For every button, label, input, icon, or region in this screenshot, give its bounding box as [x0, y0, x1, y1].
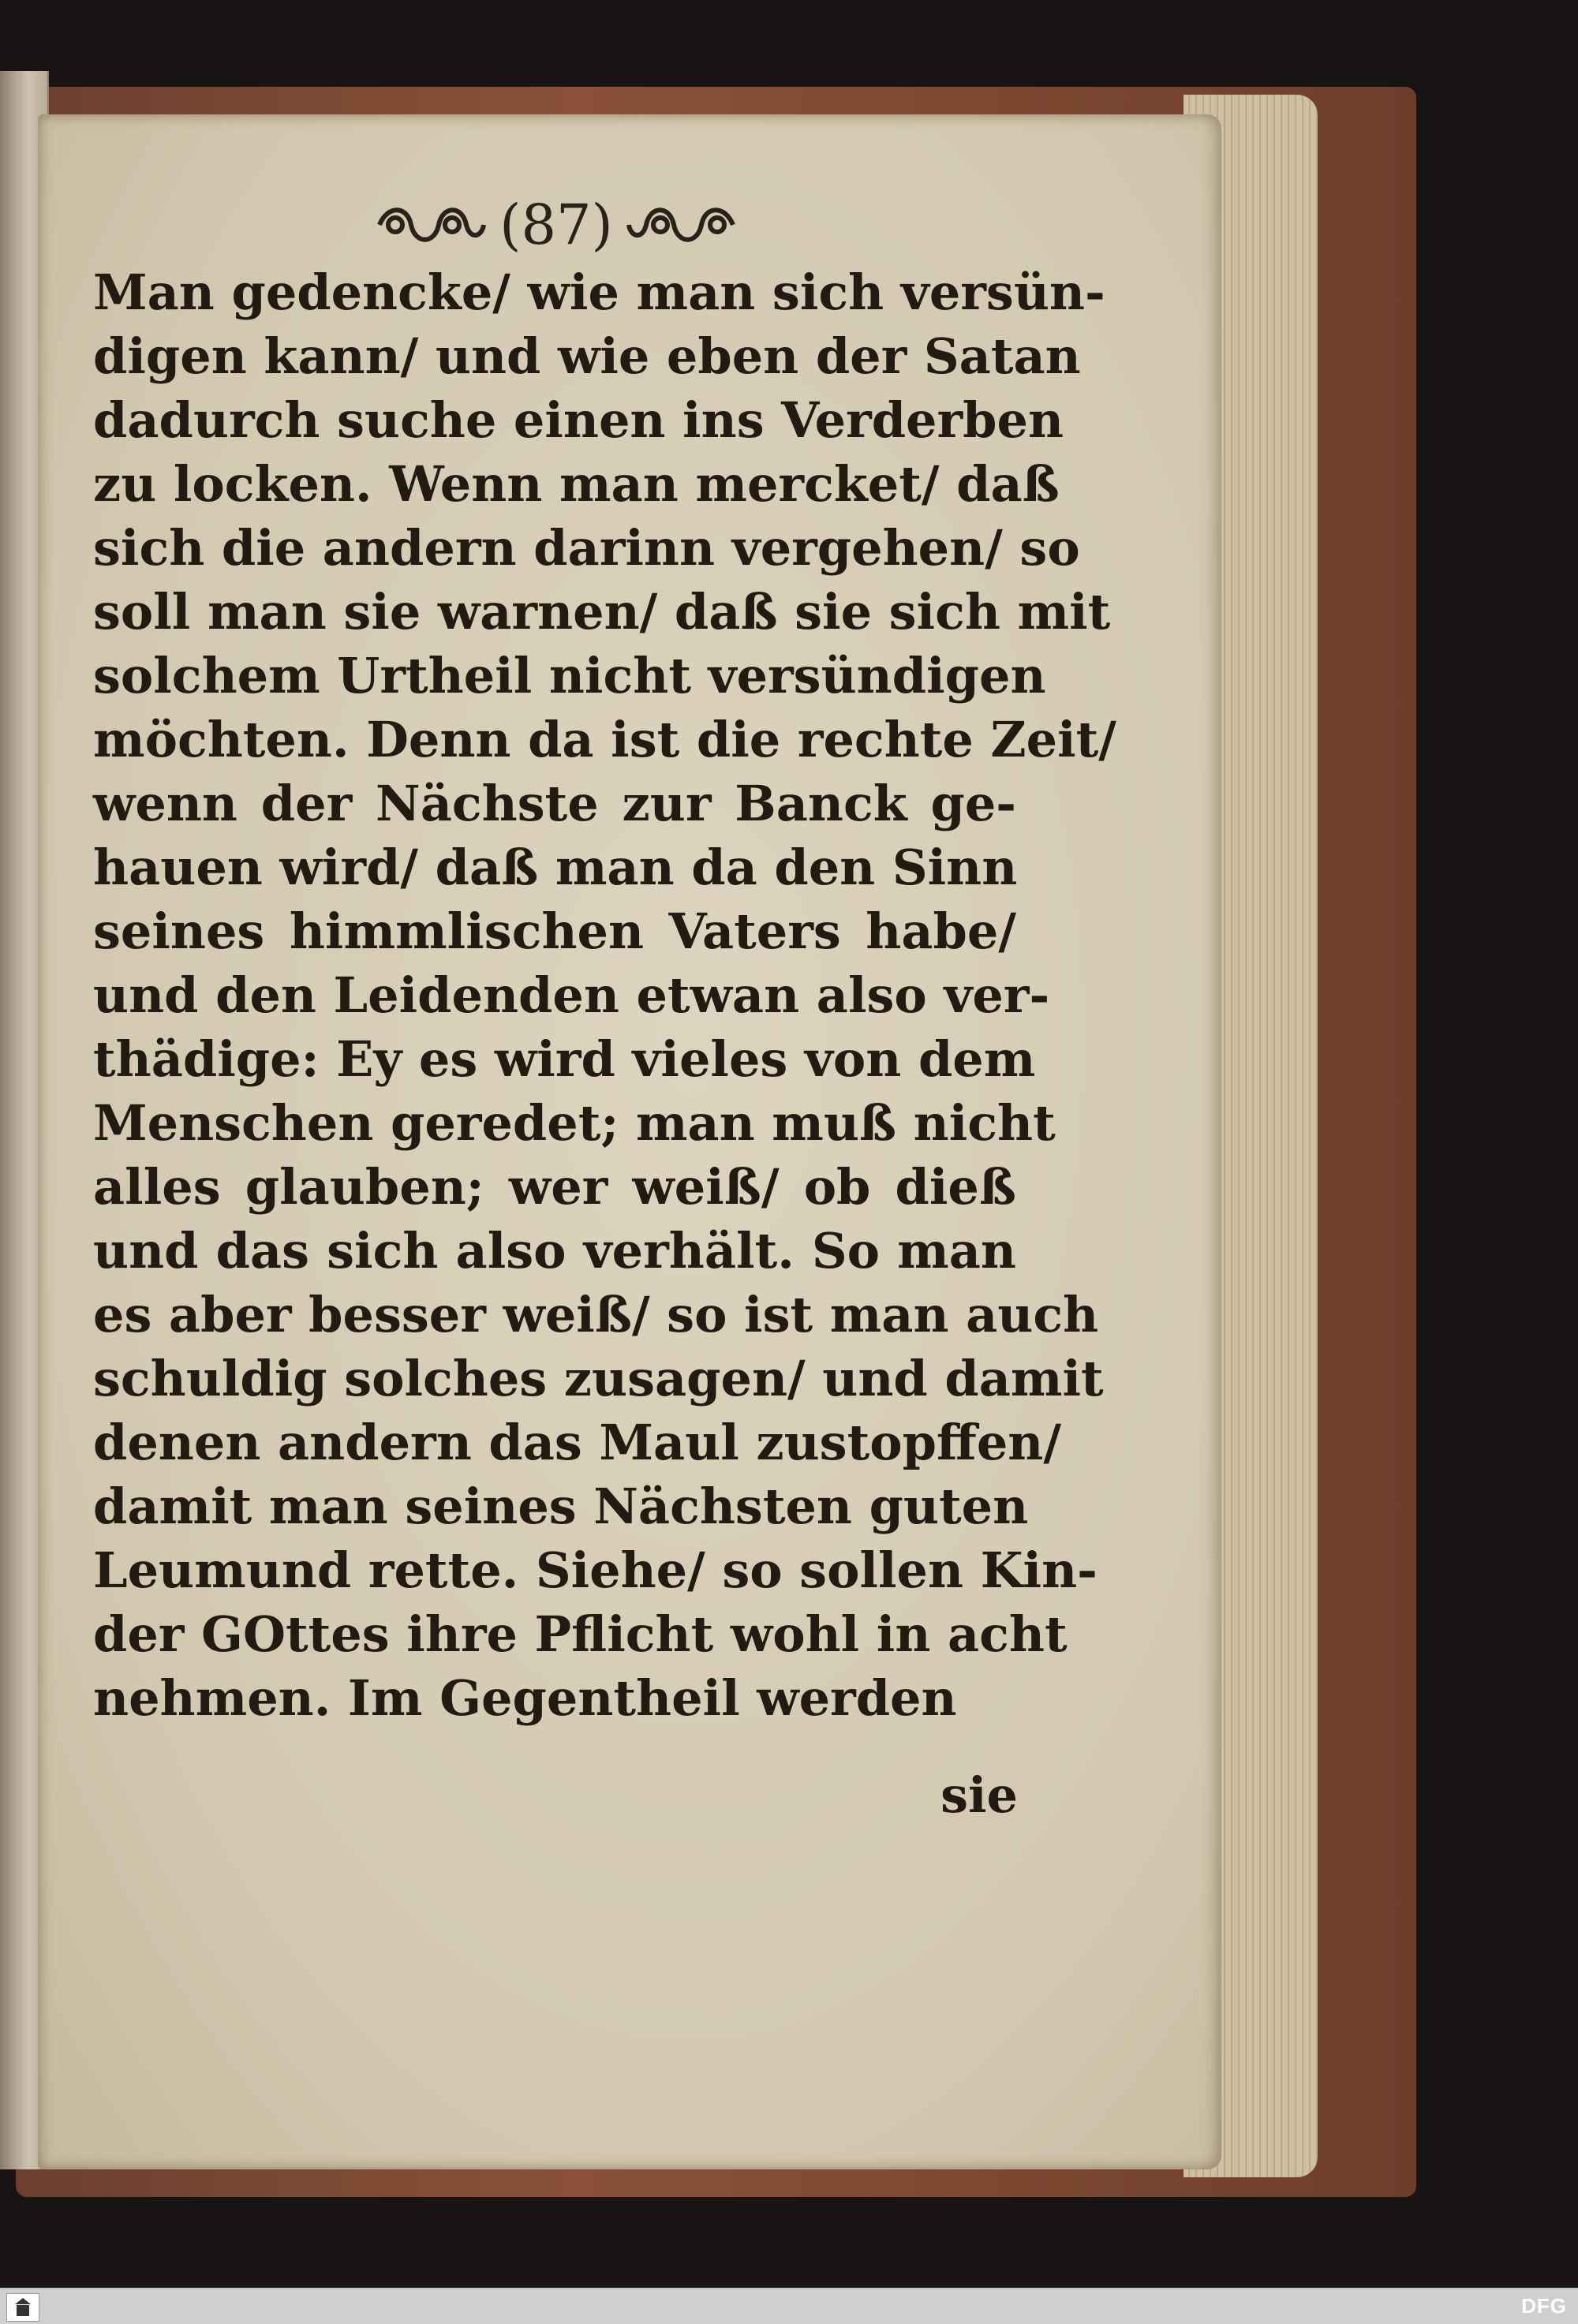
text-line: Leumund rette. Siehe/ so sollen Kin-: [93, 1541, 1097, 1599]
text-line: thädige: Ey es wird vieles von dem: [93, 1030, 1036, 1088]
left-ornament-icon: [372, 201, 490, 248]
text-line: damit man seines Nächsten guten: [93, 1478, 1029, 1535]
catchword: sie: [940, 1766, 1018, 1824]
text-line: seines himmlischen Vaters habe/: [93, 902, 1016, 960]
text-line: zu locken. Wenn man mercket/ daß: [93, 455, 1060, 513]
text-line: Menschen geredet; man muß nicht: [93, 1094, 1056, 1152]
viewer-footer-bar: [0, 2288, 1578, 2324]
dfg-logo: DFG: [1521, 2294, 1567, 2318]
text-line: und das sich also verhält. So man: [93, 1222, 1016, 1280]
page-body-text: [93, 260, 1116, 1730]
text-line: und den Leidenden etwan also ver-: [93, 966, 1050, 1024]
text-line: wenn der Nächste zur Banck ge-: [93, 775, 1016, 832]
text-line: hauen wird/ daß man da den Sinn: [93, 839, 1018, 896]
text-line: denen andern das Maul zustopffen/: [93, 1414, 1061, 1471]
text-line: der GOttes ihre Pflicht wohl in acht: [93, 1605, 1068, 1663]
text-line: sich die andern darinn vergehen/ so: [93, 519, 1080, 577]
library-logo-icon[interactable]: [6, 2293, 39, 2322]
text-line: solchem Urtheil nicht versündigen: [93, 647, 1046, 704]
text-line: schuldig solches zusagen/ und damit: [93, 1350, 1104, 1407]
building-icon: [14, 2297, 32, 2318]
right-ornament-icon: [623, 201, 741, 248]
text-line: digen kann/ und wie eben der Satan: [93, 327, 1081, 385]
page-number: (87): [499, 192, 613, 257]
text-line: dadurch suche einen ins Verderben: [93, 391, 1064, 449]
text-line: alles glauben; wer weiß/ ob dieß: [93, 1158, 1016, 1216]
page-header: [371, 189, 742, 260]
text-line: soll man sie warnen/ daß sie sich mit: [93, 583, 1111, 641]
text-line: nehmen. Im Gegentheil werden: [93, 1669, 957, 1727]
text-line: möchten. Denn da ist die rechte Zeit/: [93, 711, 1116, 768]
text-line: Man gedencke/ wie man sich versün-: [93, 263, 1105, 321]
text-line: es aber besser weiß/ so ist man auch: [93, 1286, 1099, 1343]
